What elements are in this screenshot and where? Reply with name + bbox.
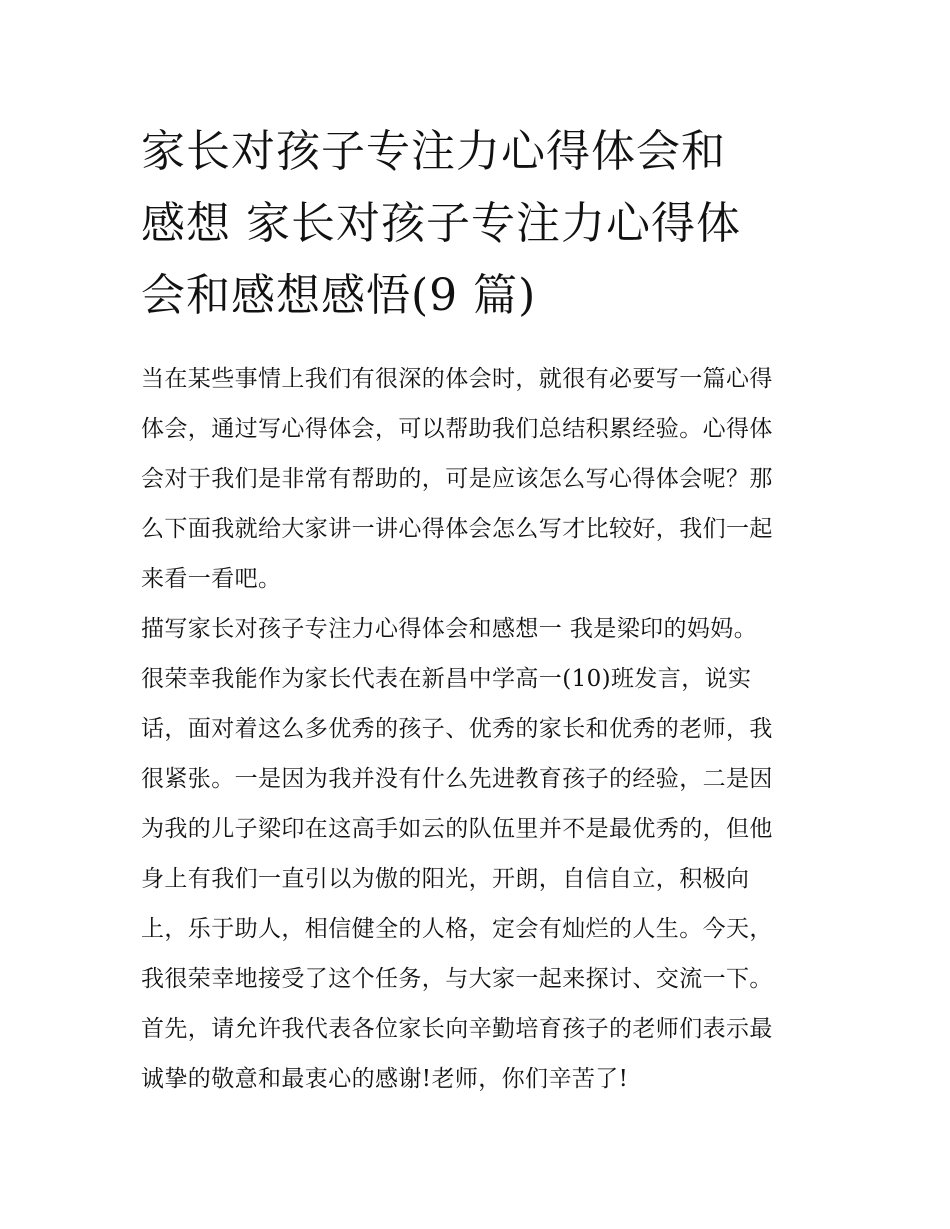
document-body (141, 354, 813, 1104)
body-line: 体会，通过写心得体会，可以帮助我们总结积累经验。心得体 (141, 416, 773, 442)
body-line: 我很荣幸地接受了这个任务，与大家一起来探讨、交流一下。 (141, 966, 773, 992)
body-line: 话，面对着这么多优秀的孩子、优秀的家长和优秀的老师，我 (141, 716, 773, 742)
title-line-2: 感想 家长对孩子专注力心得体 (141, 198, 741, 249)
body-line: 么下面我就给大家讲一讲心得体会怎么写才比较好，我们一起 (141, 516, 773, 542)
body-line: 很荣幸我能作为家长代表在新昌中学高一(10)班发言，说实 (141, 666, 752, 692)
body-line: 描写家长对孩子专注力心得体会和感想一 我是梁印的妈妈。 (141, 616, 758, 642)
document-title (141, 116, 813, 332)
body-line: 来看一看吧。 (141, 566, 282, 592)
body-line: 诚挚的敬意和最衷心的感谢!老师，你们辛苦了! (141, 1066, 629, 1092)
body-line: 会对于我们是非常有帮助的，可是应该怎么写心得体会呢？那 (141, 466, 773, 492)
body-line: 为我的儿子梁印在这高手如云的队伍里并不是最优秀的，但他 (141, 816, 773, 842)
body-line: 身上有我们一直引以为傲的阳光，开朗，自信自立，积极向 (141, 866, 750, 892)
body-line: 首先，请允许我代表各位家长向辛勤培育孩子的老师们表示最 (141, 1016, 773, 1042)
document-page (141, 116, 813, 1104)
body-line: 当在某些事情上我们有很深的体会时，就很有必要写一篇心得 (141, 366, 773, 392)
title-line-1: 家长对孩子专注力心得体会和 (141, 126, 726, 177)
body-line: 上，乐于助人，相信健全的人格，定会有灿烂的人生。今天， (141, 916, 773, 942)
body-line: 很紧张。一是因为我并没有什么先进教育孩子的经验，二是因 (141, 766, 773, 792)
title-line-3: 会和感想感悟(9 篇) (141, 270, 537, 321)
